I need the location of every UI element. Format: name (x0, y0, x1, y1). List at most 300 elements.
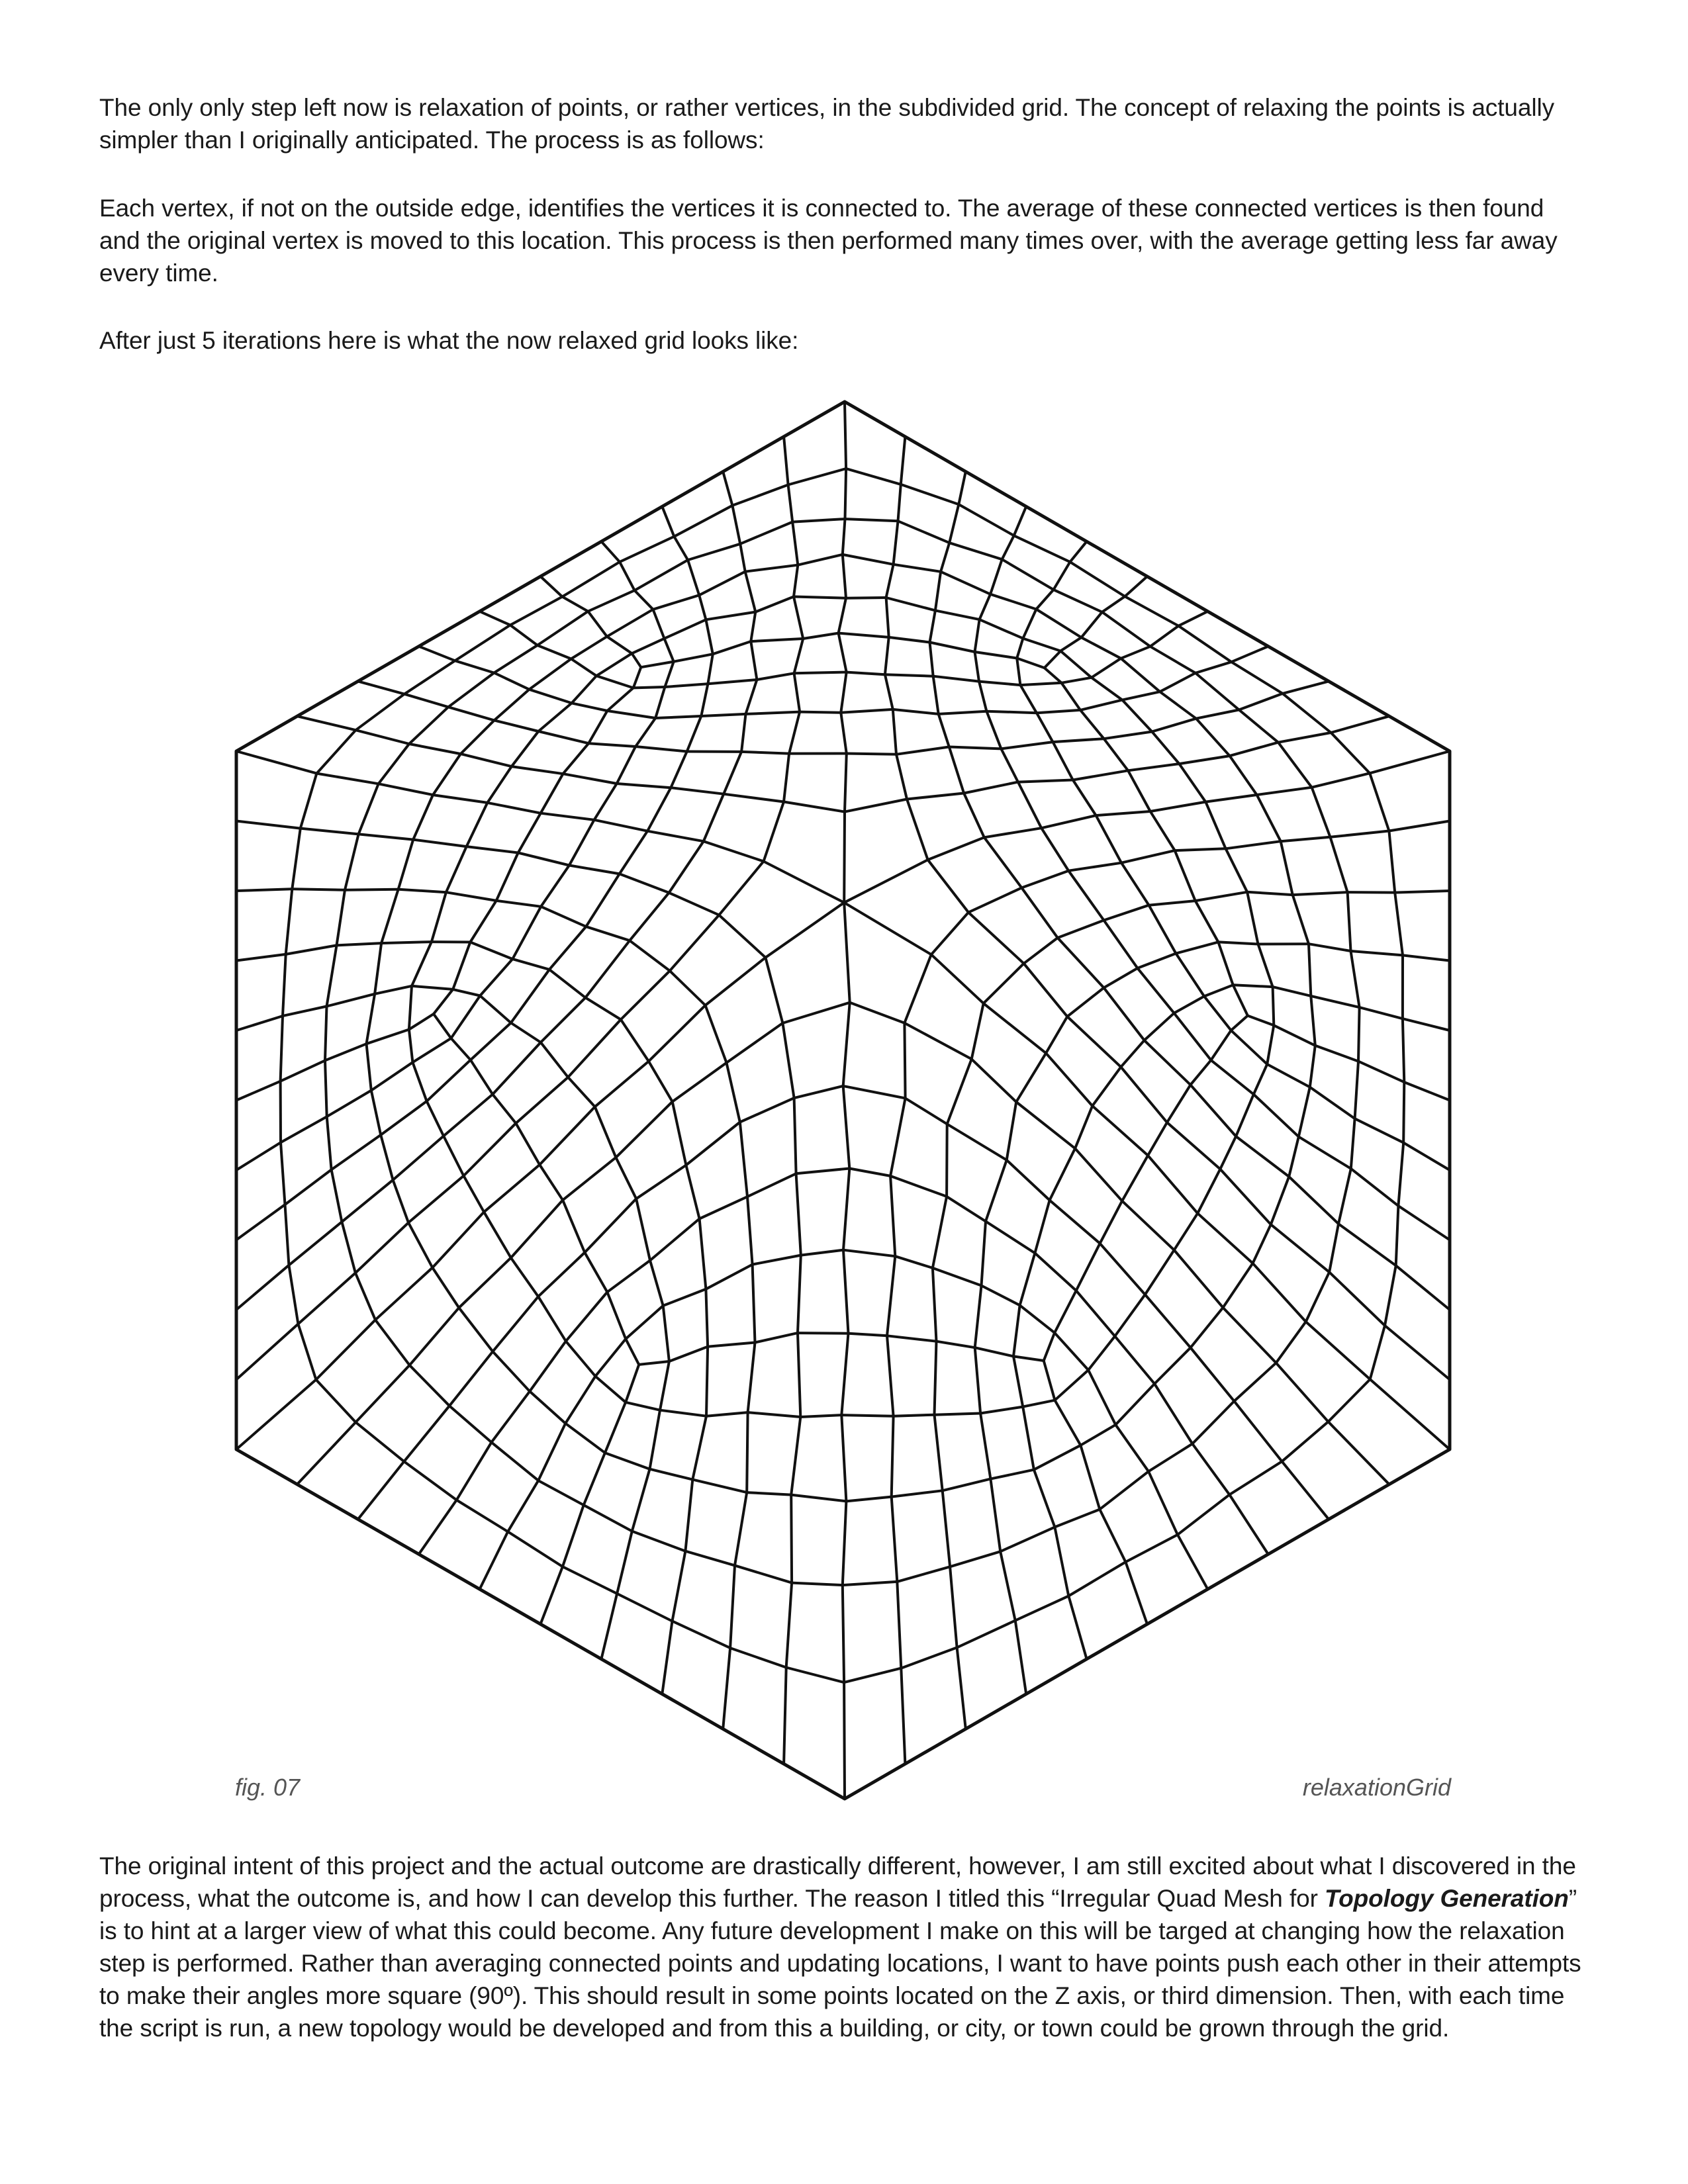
mesh-edge (632, 639, 665, 654)
mesh-edge (1239, 710, 1278, 743)
mesh-edge (1076, 1244, 1100, 1291)
mesh-edge (841, 672, 846, 713)
mesh-edge (699, 595, 706, 619)
mesh-edge (665, 684, 708, 687)
mesh-edge (616, 1102, 672, 1158)
mesh-edge (1282, 1461, 1329, 1519)
mesh-edge (562, 562, 620, 597)
mesh-edge (688, 560, 699, 595)
mesh-edge (1041, 815, 1096, 828)
mesh-edge (980, 1407, 1023, 1414)
mesh-edge (665, 662, 673, 687)
mesh-edge (1358, 1062, 1404, 1083)
mesh-edge (1329, 681, 1389, 716)
mesh-edge (358, 647, 419, 682)
mesh-edge (1016, 1053, 1046, 1102)
conclusion-text-end: ” is to hint at a larger view of what this could become. Any future development I make on this will be targed at changing how the relaxation step is performed. Rather than averaging connected points and updating locations, I want to have points push each other in their attempts to make their angles more square (90º). This should result in some points located on the Z axis, or third dimension. Then, with each time the script is run, a new topology would be developed and from this a building, or city, or town could be grown through the grid. (99, 1885, 1581, 2042)
mesh-edge (538, 645, 571, 659)
mesh-edge (342, 1180, 393, 1222)
mesh-edge (316, 730, 355, 773)
mesh-edge (1075, 1148, 1122, 1201)
mesh-edge (663, 1289, 706, 1306)
mesh-edge (419, 612, 480, 647)
mesh-edge (935, 1415, 943, 1491)
mesh-edge (444, 1136, 463, 1176)
mesh-edge (794, 565, 798, 597)
mesh-edge (1023, 610, 1036, 639)
mesh-edge (1150, 811, 1175, 850)
mesh-edge (1001, 742, 1053, 749)
mesh-edge (516, 1123, 539, 1165)
mesh-edge (1036, 590, 1053, 610)
mesh-edge (1154, 1347, 1190, 1384)
mesh-edge (975, 619, 980, 652)
mesh-edge (1073, 770, 1128, 780)
mesh-edge (1174, 1250, 1223, 1308)
mesh-edge (723, 1729, 784, 1764)
mesh-edge (367, 1044, 371, 1090)
mesh-edge (601, 1594, 617, 1659)
mesh-edge (281, 1116, 327, 1142)
mesh-edge (986, 711, 1001, 749)
mesh-edge (607, 1292, 626, 1339)
mesh-edge (494, 720, 539, 731)
mesh-edge (982, 1286, 1020, 1306)
mesh-edge (572, 703, 608, 711)
mesh-edge (1389, 1449, 1450, 1484)
mesh-edge (1044, 1333, 1055, 1361)
mesh-edge (563, 743, 589, 774)
mesh-edge (1013, 1356, 1023, 1406)
mesh-edge (1197, 1169, 1220, 1214)
mesh-edge (892, 1490, 943, 1496)
mesh-edge (584, 1453, 605, 1505)
mesh-edge (327, 945, 337, 1006)
mesh-edge (1092, 659, 1121, 678)
mesh-edge (1145, 1250, 1174, 1295)
mesh-edge (585, 1253, 607, 1293)
mesh-edge (375, 1320, 410, 1365)
mesh-edge (236, 1380, 316, 1449)
mesh-edge (632, 653, 641, 667)
mesh-edge (1092, 1067, 1121, 1106)
mesh-edge (990, 1479, 1000, 1552)
mesh-edge (236, 1142, 281, 1170)
mesh-edge (755, 597, 794, 612)
mesh-edge (1204, 996, 1231, 1030)
mesh-edge (975, 1347, 980, 1413)
mesh-edge (630, 940, 670, 971)
mesh-edge (898, 484, 901, 521)
mesh-edge (1196, 901, 1219, 942)
mesh-edge (708, 680, 757, 684)
mesh-edge (751, 639, 803, 641)
mesh-edge (236, 1205, 285, 1240)
intro-paragraph: The only only step left now is relaxation of points, or rather vertices, in the subdivided grid. The concept of relaxing the points is actually simpler than I originally anticipated. The process is as follows: (99, 94, 1554, 154)
mesh-edge (933, 676, 979, 682)
mesh-edge (1385, 1265, 1396, 1326)
mesh-edge (345, 834, 359, 889)
mesh-edge (1088, 1370, 1115, 1425)
mesh-edge (491, 1391, 530, 1442)
mesh-edge (846, 1497, 891, 1502)
mesh-edge (723, 472, 732, 506)
mesh-edge (839, 633, 889, 637)
mesh-edge (432, 1212, 484, 1267)
mesh-edge (409, 744, 461, 754)
mesh-edge (730, 1648, 786, 1667)
mesh-edge (984, 964, 1024, 1003)
mesh-edge (892, 1497, 898, 1582)
mesh-edge (741, 714, 745, 752)
mesh-edge (1281, 841, 1293, 895)
mesh-edge (236, 889, 292, 891)
mesh-edge (1229, 1494, 1268, 1554)
mesh-edge (463, 1123, 516, 1175)
mesh-edge (975, 1347, 1013, 1356)
mesh-edge (747, 1197, 753, 1264)
mesh-edge (890, 1176, 947, 1197)
mesh-edge (448, 673, 494, 707)
mesh-edge (1125, 596, 1178, 626)
mesh-edge (289, 1222, 342, 1265)
mesh-edge (325, 1044, 367, 1060)
mesh-edge (800, 1415, 841, 1417)
mesh-edge (701, 714, 745, 716)
mesh-edge (798, 555, 843, 565)
mesh-edge (757, 673, 794, 680)
mesh-edge (950, 1551, 1000, 1567)
mesh-edge (510, 625, 538, 646)
mesh-edge (653, 595, 700, 610)
mesh-edge (986, 1221, 1035, 1253)
mesh-edge (327, 1091, 371, 1117)
mesh-edge (605, 1402, 626, 1453)
mesh-edge (968, 887, 1021, 912)
mesh-edge (1289, 1177, 1338, 1224)
mesh-edge (964, 782, 1018, 794)
mesh-edge (740, 1122, 747, 1197)
mesh-edge (1312, 788, 1331, 837)
mesh-edge (764, 802, 784, 862)
mesh-edge (510, 597, 563, 625)
mesh-edge (898, 521, 950, 543)
mesh-edge (518, 813, 541, 853)
mesh-edge (538, 1424, 565, 1480)
mesh-edge (1023, 1400, 1055, 1407)
mesh-edge (281, 1060, 325, 1081)
mesh-edge (297, 1422, 355, 1484)
mesh-edge (511, 1258, 538, 1297)
mesh-edge (792, 522, 798, 565)
mesh-edge (687, 716, 702, 752)
mesh-edge (1190, 1085, 1236, 1136)
mesh-edge (650, 1410, 661, 1469)
mesh-edge (480, 1589, 541, 1624)
mesh-edge (669, 1347, 708, 1361)
mesh-edge (928, 837, 984, 860)
mesh-edge (236, 821, 301, 829)
mesh-edge (1060, 637, 1081, 651)
mesh-edge (706, 1412, 748, 1416)
mesh-edge (297, 681, 358, 716)
mesh-edge (568, 1077, 595, 1107)
mesh-edge (784, 1764, 845, 1799)
mesh-edge (894, 1415, 935, 1416)
mesh-edge (1191, 1347, 1235, 1401)
mesh-edge (1179, 764, 1205, 802)
mesh-edge (894, 565, 941, 572)
mesh-edge (845, 469, 847, 519)
mesh-edge (904, 1023, 905, 1099)
mesh-edge (673, 1063, 727, 1102)
mesh-edge (949, 543, 1002, 559)
mesh-edge (1178, 1494, 1229, 1535)
mesh-edge (286, 889, 293, 954)
mesh-edge (1054, 562, 1070, 590)
mesh-edge (404, 694, 448, 707)
mesh-edge (327, 994, 375, 1007)
mesh-edge (1015, 1596, 1069, 1621)
mesh-edge (1036, 610, 1081, 638)
mesh-edge (1017, 639, 1023, 659)
mesh-edge (379, 784, 433, 795)
mesh-edge (719, 915, 765, 958)
mesh-edge (1329, 1422, 1389, 1484)
mesh-edge (1253, 1224, 1271, 1263)
mesh-edge (1121, 647, 1150, 659)
mesh-edge (633, 667, 641, 688)
mesh-edge (885, 674, 933, 676)
mesh-edge (1121, 1067, 1167, 1122)
mesh-edge (1370, 773, 1389, 831)
mesh-edge (446, 892, 496, 901)
mesh-edge (1087, 1624, 1147, 1659)
mesh-edge (1035, 1253, 1076, 1291)
mesh-edge (286, 945, 337, 954)
mesh-edge (1026, 1659, 1086, 1694)
mesh-edge (1021, 887, 1057, 938)
mesh-edge (491, 1442, 538, 1480)
mesh-edge (849, 1169, 890, 1176)
mesh-edge (1080, 710, 1104, 739)
mesh-edge (800, 712, 841, 713)
mesh-edge (1257, 788, 1312, 795)
mesh-edge (1024, 964, 1068, 1017)
mesh-edge (616, 1158, 636, 1199)
mesh-edge (984, 828, 1041, 837)
mesh-edge (935, 572, 941, 611)
mesh-edge (1034, 1470, 1055, 1527)
mesh-edge (798, 1333, 849, 1334)
mesh-edge (453, 942, 470, 989)
mesh-edge (887, 1336, 937, 1341)
mesh-edge (1149, 905, 1176, 954)
mesh-edge (1273, 987, 1311, 996)
mesh-edge (660, 1361, 669, 1410)
mesh-edge (701, 684, 708, 716)
mesh-edge (1403, 1019, 1404, 1082)
mesh-edge (563, 1200, 585, 1252)
mesh-edge (647, 831, 704, 842)
mesh-edge (931, 913, 968, 955)
mesh-edge (949, 747, 964, 794)
mesh-edge (381, 942, 432, 943)
mesh-edge (512, 766, 563, 774)
mesh-edge (1268, 647, 1329, 682)
mesh-edge (700, 1219, 706, 1289)
mesh-edge (843, 555, 894, 565)
mesh-edge (375, 1267, 432, 1320)
mesh-edge (791, 1417, 800, 1495)
mesh-edge (1102, 612, 1150, 647)
mesh-edge (1192, 1444, 1229, 1495)
mesh-edge (1271, 1177, 1289, 1224)
mesh-edge (794, 639, 804, 673)
mesh-edge (941, 572, 990, 594)
mesh-edge (601, 506, 662, 541)
mesh-edge (409, 986, 412, 1030)
mesh-edge (283, 954, 286, 1016)
mesh-edge (409, 1014, 434, 1029)
mesh-edge (621, 971, 670, 1020)
mesh-edge (844, 903, 931, 955)
conclusion-text-start: The original intent of this project and the actual outcome are drastically different, however, I am still excited about what I discovered in the process, what the outcome is, and how I can develop this further. The reason I titled this “Irregular Quad Mesh for (99, 1852, 1576, 1912)
mesh-edge (784, 437, 788, 485)
mesh-edge (686, 1165, 699, 1219)
mesh-edge (371, 1062, 413, 1090)
mesh-edge (1007, 1102, 1017, 1160)
mesh-edge (427, 1101, 444, 1136)
mesh-edge (986, 711, 1037, 713)
mesh-edge (236, 1016, 283, 1030)
mesh-edge (1050, 1201, 1100, 1244)
mesh-edge (1348, 892, 1395, 893)
mesh-edge (432, 1267, 459, 1308)
mesh-edge (412, 942, 432, 986)
mesh-edge (1080, 700, 1122, 710)
mesh-edge (484, 1212, 511, 1257)
mesh-edge (1016, 1102, 1075, 1148)
mesh-edge (285, 1169, 332, 1205)
mesh-edge (1100, 1201, 1123, 1244)
mesh-edge (1149, 1444, 1192, 1472)
mesh-edge (670, 971, 706, 1005)
mesh-edge (751, 612, 755, 642)
mesh-edge (410, 1365, 449, 1406)
mesh-edge (1100, 1244, 1145, 1295)
mesh-edge (1192, 1401, 1234, 1443)
mesh-edge (1150, 647, 1196, 673)
mesh-edge (461, 720, 494, 754)
mesh-edge (843, 1250, 895, 1257)
mesh-edge (607, 688, 633, 711)
mesh-edge (894, 521, 898, 565)
conclusion-paragraph (99, 1850, 1589, 2044)
mesh-edge (1211, 1030, 1231, 1060)
mesh-edge (669, 893, 720, 915)
mesh-edge (1229, 1461, 1282, 1494)
mesh-edge (635, 718, 655, 747)
mesh-edge (1310, 1046, 1315, 1087)
mesh-edge (685, 1480, 692, 1551)
mesh-edge (594, 784, 617, 820)
mesh-edge (791, 1495, 792, 1583)
mesh-edge (947, 1124, 1007, 1160)
mesh-edge (843, 1086, 850, 1169)
mesh-edge (959, 472, 966, 505)
mesh-edge (1331, 733, 1370, 773)
mesh-edge (457, 1500, 508, 1532)
mesh-edge (236, 716, 297, 751)
mesh-edge (1174, 996, 1205, 1013)
mesh-edge (1230, 743, 1278, 756)
mesh-edge (1053, 739, 1104, 742)
mesh-edge (890, 1098, 906, 1176)
mesh-edge (845, 1764, 905, 1799)
mesh-edge (801, 1250, 843, 1255)
mesh-edge (839, 598, 846, 633)
mesh-edge (1271, 1224, 1329, 1272)
mesh-edge (467, 803, 488, 846)
mesh-edge (1075, 1106, 1092, 1148)
mesh-edge (1329, 1379, 1370, 1422)
mesh-edge (794, 673, 800, 711)
mesh-edge (901, 484, 959, 504)
mesh-edge (393, 1180, 408, 1223)
mesh-edge (1234, 1363, 1276, 1401)
mesh-edge (885, 637, 889, 674)
mesh-edge (471, 1060, 492, 1095)
mesh-edge (786, 1583, 792, 1668)
mesh-edge (1167, 1085, 1190, 1122)
mesh-edge (538, 703, 571, 731)
mesh-edge (784, 402, 845, 437)
mesh-edge (1076, 1291, 1115, 1336)
mesh-edge (699, 572, 745, 596)
mesh-edge (1257, 795, 1281, 841)
mesh-edge (1024, 938, 1058, 964)
mesh-edge (1067, 988, 1103, 1017)
mesh-edge (896, 754, 907, 799)
mesh-edge (794, 1098, 796, 1173)
mesh-edge (1148, 1122, 1167, 1156)
mesh-edge (1179, 756, 1229, 764)
mesh-edge (325, 1060, 327, 1116)
mesh-edge (1122, 1156, 1148, 1201)
mesh-edge (796, 1169, 850, 1174)
mesh-edge (355, 1365, 409, 1422)
mesh-edge (626, 1306, 663, 1339)
mesh-edge (941, 543, 949, 572)
mesh-edge (1000, 1551, 1015, 1620)
mesh-edge (1299, 1087, 1310, 1137)
mesh-edge (595, 1377, 626, 1402)
mesh-edge (1055, 1400, 1081, 1445)
mesh-edge (706, 1289, 708, 1347)
mesh-edge (588, 743, 635, 747)
mesh-edge (1067, 1017, 1121, 1067)
mesh-edge (585, 1199, 636, 1252)
mesh-edge (688, 544, 740, 560)
mesh-edge (1154, 1384, 1192, 1444)
mesh-edge (1017, 659, 1045, 668)
mesh-edge (844, 860, 927, 903)
mesh-edge (1125, 1562, 1147, 1624)
mesh-edge (730, 1565, 735, 1648)
mesh-edge (845, 402, 905, 437)
mesh-edge (1070, 562, 1125, 596)
